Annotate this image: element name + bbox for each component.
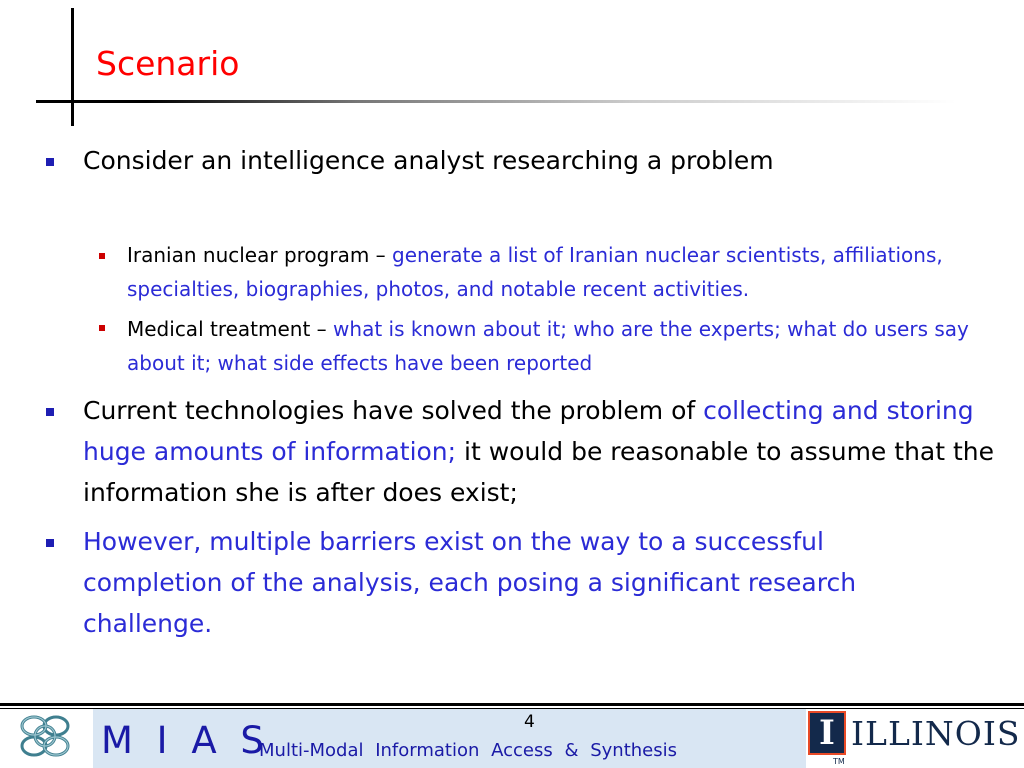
sub-bullet-marker [99,325,105,331]
bullet-item-1 [83,140,983,181]
sub-bullet-marker [99,253,105,259]
bullet-text: it would be reasonable to assume that the information she is after does exist; [83,437,995,507]
illinois-wordmark: ILLINOIS [851,714,1021,753]
bullet-item-3 [83,521,963,644]
illinois-block-i-logo [808,711,846,755]
bullet-marker [46,408,54,416]
project-acronym: M I A S [101,719,270,762]
sub-bullet-emphasis: what is known about it; who are the experts; what do users say about it; what side effects have been reported [127,317,969,375]
header-vertical-rule [71,8,74,126]
header-horizontal-rule [36,100,956,103]
sub-bullet-text: Medical treatment – [127,317,334,341]
project-name: Multi-Modal Information Access & Synthesis [259,740,678,761]
sub-bullet-emphasis: generate a list of Iranian nuclear scientists, affiliations, specialties, biographies, photos, and notable recent activities. [127,243,943,301]
bullet-text: Current technologies have solved the problem of [83,396,704,425]
page-number: 4 [524,712,535,732]
bullet-emphasis: However, multiple barriers exist on the way to a successful completion of the analysis, each posing a significant research challenge. [83,527,857,638]
bullet-marker [46,539,54,547]
celtic-knot-icon [12,710,78,762]
trademark-symbol: TM [833,757,845,766]
bullet-emphasis: collecting and storing huge amounts of information; [83,396,974,466]
bullet-item-2 [83,390,998,513]
illinois-block-i-letter: I [819,713,835,753]
sub-bullet-item-2 [127,312,987,380]
slide-title: Scenario [96,44,240,83]
sub-bullet-text: Iranian nuclear program – [127,243,393,267]
bullet-text: Consider an intelligence analyst researching a problem [83,146,774,175]
bullet-marker [46,158,54,166]
sub-bullet-item-1 [127,238,987,306]
footer-rule [0,703,1024,706]
